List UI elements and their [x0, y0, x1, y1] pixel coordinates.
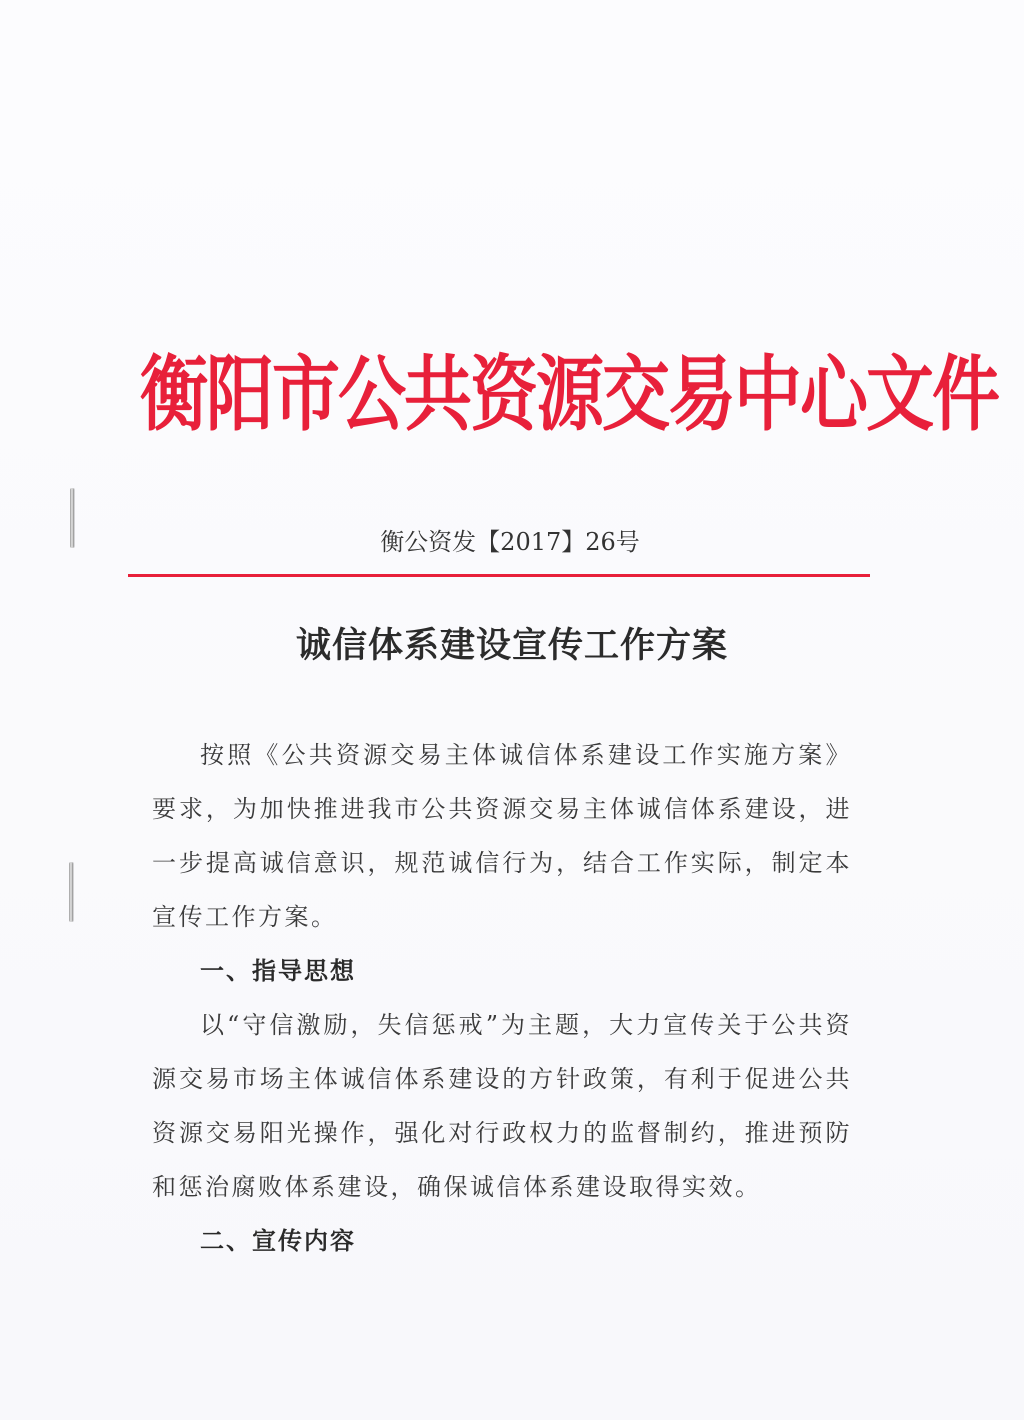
document-number: 衡公资发【2017】26号	[380, 528, 640, 556]
staple-top	[70, 488, 74, 548]
red-divider-line	[128, 574, 870, 577]
section-paragraph-guiding-ideology: 以“守信激励，失信惩戒”为主题，大力宣传关于公共资源交易市场主体诚信体系建设的方针政策，有利于促进公共资源交易阳光操作，强化对行政权力的监督制约，推进预防和惩治腐败体系建设，确保诚信体系建设取得实效。	[152, 1011, 852, 1201]
section-heading-guiding-ideology: 一、指导思想	[200, 957, 356, 985]
intro-paragraph: 按照《公共资源交易主体诚信体系建设工作实施方案》要求，为加快推进我市公共资源交易主体诚信体系建设，进一步提高诚信意识，规范诚信行为，结合工作实际，制定本宣传工作方案。	[152, 741, 852, 931]
section-heading-publicity-content: 二、宣传内容	[200, 1227, 356, 1255]
document-masthead: 衡阳市公共资源交易中心文件	[140, 348, 999, 443]
document-title: 诚信体系建设宣传工作方案	[295, 625, 728, 666]
staple-bottom	[69, 862, 73, 922]
document-body	[152, 728, 852, 1268]
